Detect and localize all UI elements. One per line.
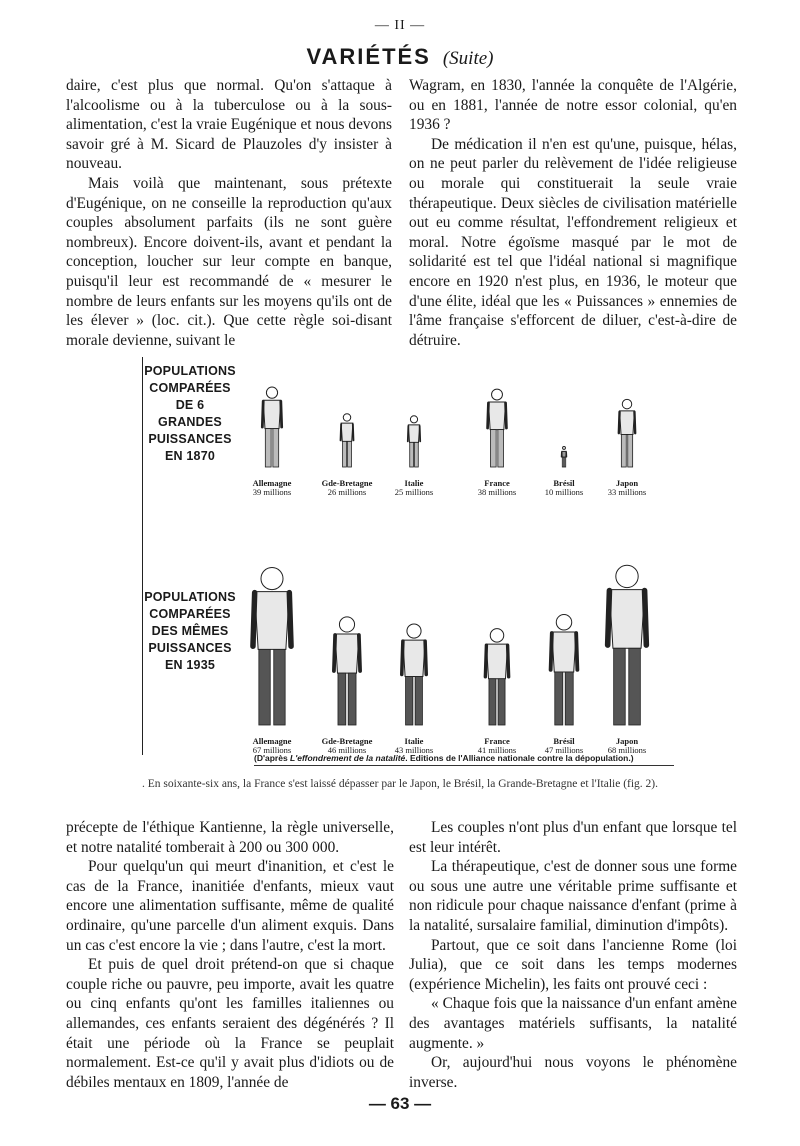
page-folio: — II — — [374, 18, 426, 33]
figure-underline — [254, 765, 674, 766]
paragraph: Or, aujourd'hui nous voyons le phénomène inverse. — [409, 1054, 737, 1091]
column-top-left — [66, 76, 392, 350]
paragraph: Wagram, en 1830, l'année la conquête de l'Algérie, ou en 1881, l'année de notre essor colonial, qu'en 1936 ? — [409, 77, 737, 134]
label-line: COMPARÉES — [149, 381, 231, 395]
label-line: POPULATIONS — [144, 590, 236, 604]
person-figure-italie — [408, 416, 420, 467]
figure-country-label: Brésil — [553, 478, 575, 488]
figure-population-label: 43 millions — [394, 745, 434, 755]
figure-country-label: Allemagne — [252, 478, 292, 488]
figure-country-label: France — [484, 478, 510, 488]
label-line: POPULATIONS — [144, 364, 236, 378]
paragraph: Pour quelqu'un qui meurt d'inanition, et c'est le cas de la France, inanitiée d'enfants, mieux vaut encore une alimentation suffisante, même de qualité ordinaire, qu'une parcelle d'un aliment exquis. Dans un cas c'est encore la vie ; dans l'autre, c'est la mort. — [66, 858, 394, 954]
figure-population-label: 41 millions — [477, 745, 517, 755]
label-line: COMPARÉES — [149, 607, 231, 621]
figure-country-label: Gde-Bretagne — [321, 736, 373, 746]
figure-population-label: 47 millions — [544, 745, 584, 755]
figure-country-label: France — [484, 736, 510, 746]
column-bottom-left — [66, 818, 394, 1092]
label-line: EN 1870 — [164, 449, 216, 463]
person-figure-allemagne — [253, 568, 291, 725]
figure-population-label: 39 millions — [252, 487, 292, 497]
paragraph: Et puis de quel droit prétend-on que si chaque couple riche ou pauvre, peu importe, avait les quatre ou cinq enfants qu'ont les familles italiennes ou allemandes, ces enfants seraient des dégénérés ? Il était une période où la France se peuplait normalement. Est-ce qu'il y avait plus d'idiots ou de débiles mentaux en 1809, l'année de — [66, 956, 394, 1091]
figure-population-label: 26 millions — [327, 487, 367, 497]
paragraph: Partout, que ce soit dans l'ancienne Rome (loi Julia), que ce soit dans les temps modernes (expérience Michelin), les faits ont prouvé ceci : — [409, 936, 737, 993]
person-figure-japon — [619, 399, 635, 467]
label-line: PUISSANCES — [148, 432, 232, 446]
figure-population-label: 67 millions — [252, 745, 292, 755]
paragraph: précepte de l'éthique Kantienne, la règle universelle, et notre natalité tomberait à 200 ou 300 000. — [66, 819, 394, 856]
figure-country-label: Italie — [404, 736, 424, 746]
column-top-right — [409, 76, 737, 350]
figure-caption: . En soixante-six ans, la France s'est laissé dépasser par le Japon, le Brésil, la Grande-Bretagne et l'Italie (fig. 2). — [141, 778, 659, 790]
label-line: EN 1935 — [164, 658, 216, 672]
figure-population-label: 46 millions — [327, 745, 367, 755]
person-figure-france — [488, 389, 507, 467]
figure-country-label: Gde-Bretagne — [321, 478, 373, 488]
figure-country-label: Japon — [615, 478, 639, 488]
label-line: PUISSANCES — [148, 641, 232, 655]
figure-country-label: Allemagne — [252, 736, 292, 746]
section-title-suffix: (Suite) — [442, 48, 494, 69]
label-line: DE 6 GRANDES — [158, 398, 222, 429]
section-title-main: VARIÉTÉS — [306, 44, 431, 69]
figures-illustration — [142, 357, 680, 755]
person-figure-gde-bretagne — [341, 414, 354, 467]
column-bottom-right — [409, 818, 737, 1092]
population-figure — [142, 357, 680, 767]
paragraph: « Chaque fois que la naissance d'un enfant amène des avantages matériels suffisants, la natalité augmente. » — [409, 995, 737, 1052]
page-number: — 63 — — [368, 1094, 432, 1113]
paragraph: daire, c'est plus que normal. Qu'on s'attaque à l'alcoolisme ou à la tuberculose ou à la sous-alimentation, c'est la vraie Eugénique et nous devons savoir gré à M. Sicard de Plauzoles d'y insister à nouveau. — [66, 77, 392, 173]
paragraph: De médication il n'en est qu'une, puisque, hélas, on ne peut parler du relèvement de l'idée religieuse ou morale qui constituerait la seule vraie thérapeutique. Deux siècles de civilisation matérielle out eu comme résultat, l'effondrement religieux et moral. Notre égoïsme masqué par le mot de solidarité est tel que l'idéal national si magnifique encore en 1920 n'est plus, en 1936, le moteur que d'une élite, idéal que les « Puissances » ennemies de l'âme française s'efforcent de diluer, c'est-à-dire de détruire. — [409, 135, 737, 349]
person-figure-brésil — [551, 615, 578, 725]
figure-source: (D'après L'effondrement de la natalité. Editions de l'Alliance nationale contre la dépopulation.) — [254, 753, 634, 763]
person-figure-gde-bretagne — [334, 617, 360, 725]
paragraph: La thérapeutique, c'est de donner sous une forme ou sous une autre une véritable prime suffisante et non ridicule pour chaque naissance d'enfant (prime à la natalité, sursalaire familial, diminution d'impôts). — [409, 858, 737, 934]
paragraph: Les couples n'ont plus d'un enfant que lorsque tel est leur intérêt. — [409, 819, 737, 856]
figure-country-label: Brésil — [553, 736, 575, 746]
figure-population-label: 33 millions — [607, 487, 647, 497]
figure-population-label: 25 millions — [394, 487, 434, 497]
person-figure-france — [485, 629, 508, 725]
figure-population-label: 68 millions — [607, 745, 647, 755]
person-figure-japon — [608, 565, 647, 725]
figure-population-label: 38 millions — [477, 487, 517, 497]
figure-population-label: 10 millions — [544, 487, 584, 497]
person-figure-brésil — [562, 447, 567, 468]
section-title — [0, 44, 800, 70]
paragraph: Mais voilà que maintenant, sous prétexte d'Eugénique, on ne conseille la reproduction qu'aux couples absolument parfaits (ils ne sont guère nombreux). Encore doivent-ils, avant et pendant la conception, loucher sur leur compte en banque, puisqu'il leur est recommandé de « mesurer le nombre de leurs enfants sur les moyens qu'ils ont de les élever » (loc. cit.). Que cette règle soi-disant morale devienne, suivant le — [66, 174, 392, 349]
person-figure-italie — [402, 624, 426, 725]
label-line: DES MÊMES — [151, 624, 229, 638]
person-figure-allemagne — [262, 387, 281, 467]
figure-country-label: Italie — [404, 478, 424, 488]
figure-country-label: Japon — [615, 736, 639, 746]
